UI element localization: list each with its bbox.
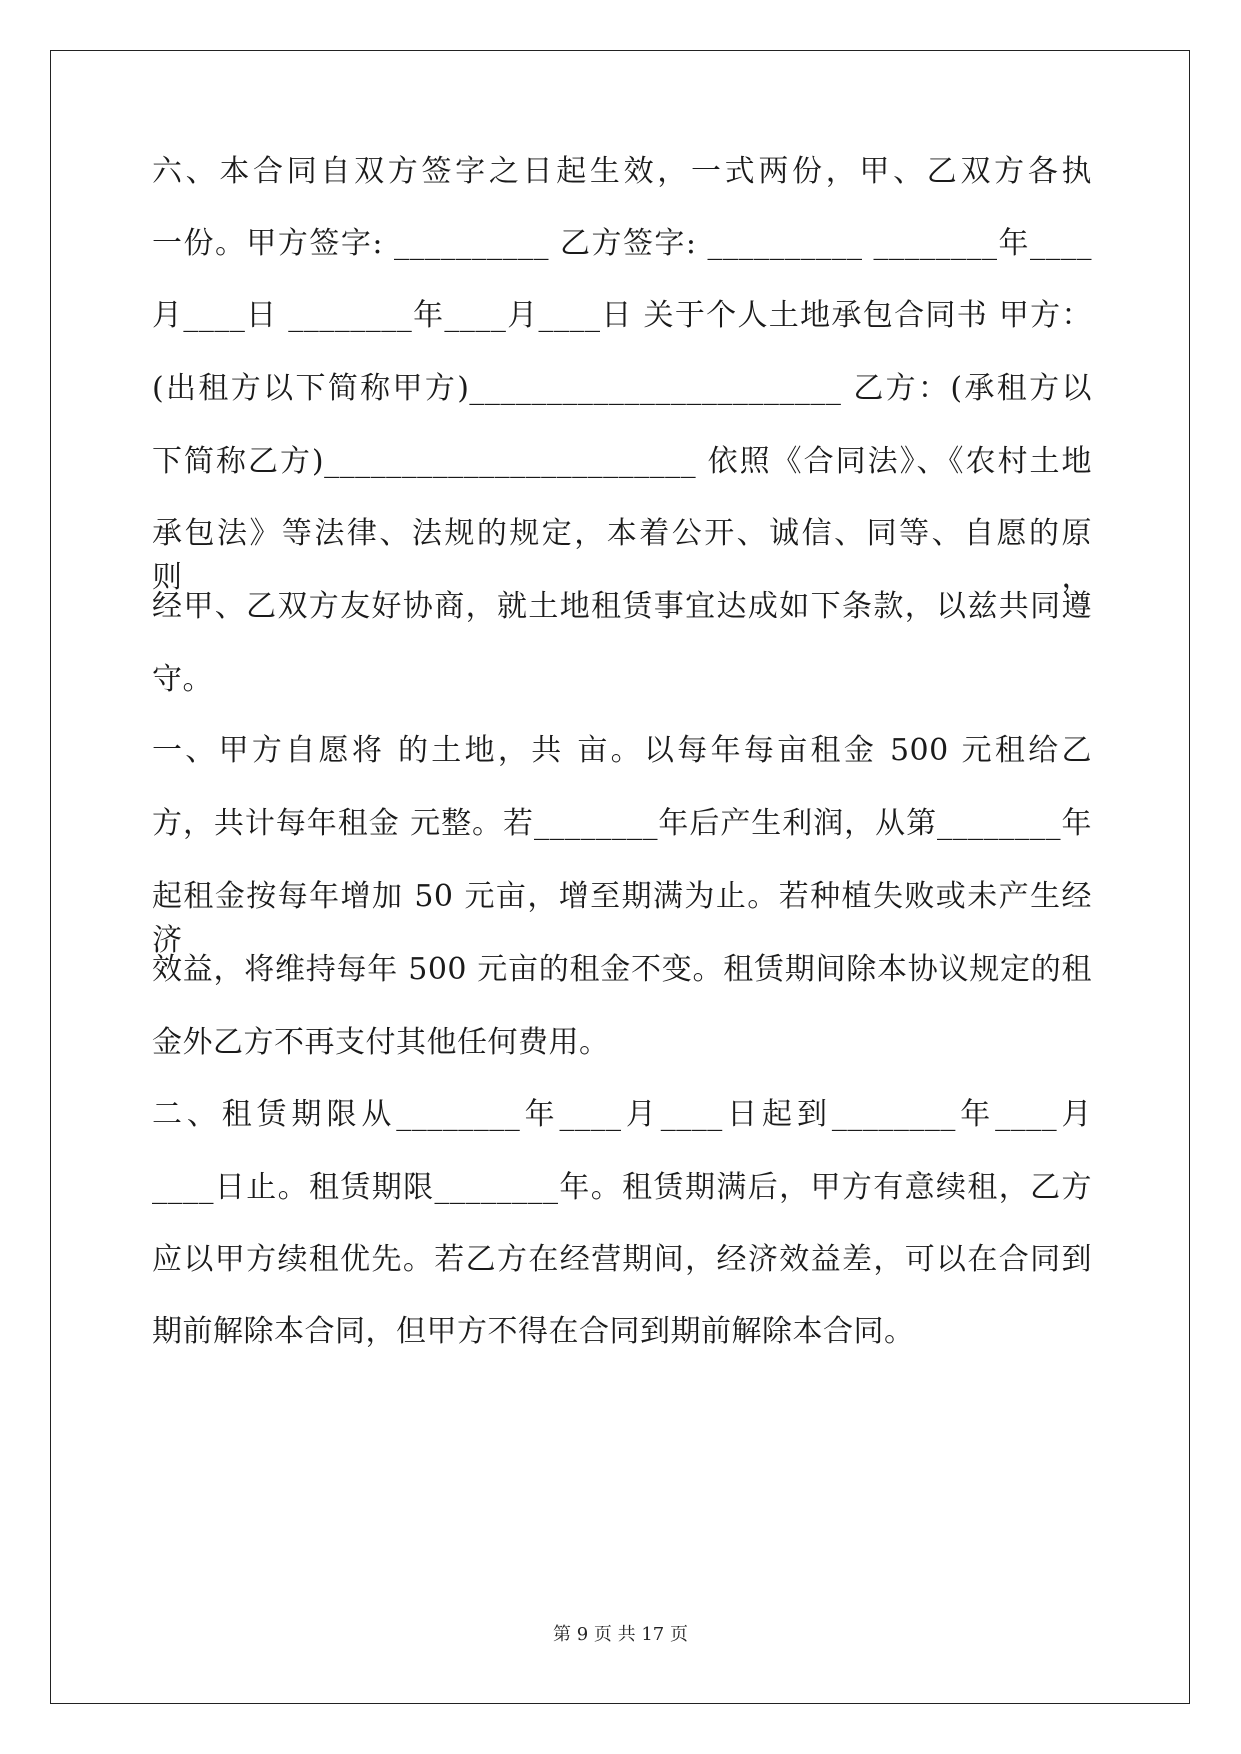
text-line: 二、租赁期限从________年____月____日起到________年____月 (152, 1097, 1092, 1132)
text-line: (出租方以下简称甲方)________________________ 乙方：(承租方以 (152, 371, 1092, 406)
text-line: 方，共计每年租金 元整。若________年后产生利润，从第________年 (152, 806, 1092, 841)
text-line: 应以甲方续租优先。若乙方在经营期间，经济效益差，可以在合同到 (152, 1242, 1092, 1277)
text-line: 起租金按每年增加 50 元亩，增至期满为止。若种植失败或未产生经济 (152, 879, 1092, 958)
text-line: 经甲、乙双方友好协商，就土地租赁事宜达成如下条款，以兹共同遵 (152, 589, 1092, 624)
text-line: 一份。甲方签字: __________ 乙方签字: __________ ________年____ (152, 226, 1092, 261)
text-line: 效益，将维持每年 500 元亩的租金不变。租赁期间除本协议规定的租 (152, 952, 1092, 987)
text-line: 守。 (152, 662, 213, 697)
text-line: 月____日 ________年____月____日 关于个人土地承包合同书 甲方： (152, 298, 1092, 333)
text-line: ____日止。租赁期限________年。租赁期满后，甲方有意续租，乙方 (152, 1170, 1092, 1205)
text-line: 承包法》等法律、法规的规定，本着公开、诚信、同等、自愿的原则， (152, 516, 1092, 595)
text-line: 一、甲方自愿将 的土地，共 亩。以每年每亩租金 500 元租给乙 (152, 733, 1092, 768)
text-line: 期前解除本合同，但甲方不得在合同到期前解除本合同。 (152, 1314, 915, 1349)
text-line: 金外乙方不再支付其他任何费用。 (152, 1025, 610, 1060)
text-line: 下简称乙方)________________________ 依照《合同法》、《农村土地 (152, 444, 1092, 479)
text-line: 六、本合同自双方签字之日起生效，一式两份，甲、乙双方各执 (152, 154, 1092, 189)
page-number: 第 9 页 共 17 页 (553, 1624, 688, 1645)
